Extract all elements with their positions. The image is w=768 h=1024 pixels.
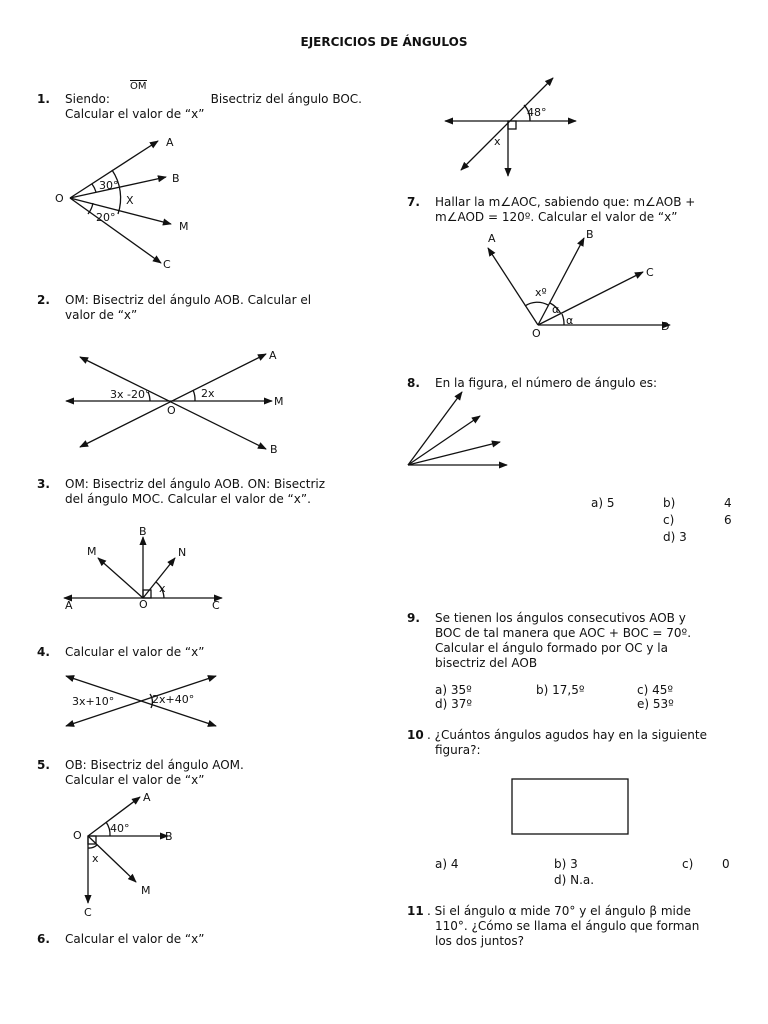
label-c: C: [84, 906, 92, 919]
angle-left-label: 3x -20°: [110, 388, 151, 401]
problem-10-option-a: a) 4: [435, 857, 459, 871]
label-a: A: [166, 136, 174, 149]
problem-10-line2: figura?:: [435, 743, 481, 757]
problem-9-option-e: e) 53º: [637, 697, 674, 711]
line-diagonal: [461, 78, 553, 170]
ray-2: [408, 416, 480, 465]
problem-10-option-d: d) N.a.: [554, 873, 595, 887]
label-d: D: [661, 320, 670, 333]
rectangle-figure: [512, 779, 628, 834]
problem-10-option-c: c): [682, 857, 694, 871]
label-o: O: [167, 404, 176, 417]
problem-10-option-b: b) 3: [554, 857, 578, 871]
problem-11-line3: los dos juntos?: [435, 934, 524, 948]
label-a: A: [269, 349, 277, 362]
problem-8-option-b-value: 4: [724, 496, 732, 510]
label-o: O: [73, 829, 82, 842]
label-b: B: [270, 443, 278, 456]
problem-9-option-b: b) 17,5º: [536, 683, 585, 697]
problem-8-option-a: a) 5: [591, 496, 615, 510]
problem-7-line2: m∠AOD = 120º. Calcular el valor de “x”: [435, 210, 678, 224]
problem-2-line1: OM: Bisectriz del ángulo AOB. Calcular el: [65, 293, 312, 307]
page-title: EJERCICIOS DE ÁNGULOS: [300, 35, 468, 49]
problem-9-line3: Calcular el ángulo formado por OC y la: [435, 641, 668, 655]
angle-20-label: 20°: [96, 211, 116, 224]
figure-8: [408, 392, 507, 465]
problem-10-option-c-value: 0: [722, 857, 730, 871]
problem-5-line1: OB: Bisectriz del ángulo AOM.: [65, 758, 244, 772]
label-m: M: [87, 545, 97, 558]
angle-40-label: 40°: [110, 822, 130, 835]
figure-2: [66, 354, 272, 449]
problem-8-option-c: c): [663, 513, 675, 527]
label-o: O: [532, 327, 541, 340]
arc-30: [92, 184, 96, 192]
problem-10-text: [427, 728, 732, 758]
label-a: A: [65, 599, 73, 612]
label-b: B: [586, 228, 594, 241]
problem-9-line4: bisectriz del AOB: [435, 656, 538, 670]
arc-x: [88, 845, 97, 848]
problem-2-number: 2.: [37, 293, 50, 307]
problem-9-text: [435, 611, 732, 671]
arc-alpha-2: [562, 314, 564, 325]
angle-48-label: 48°: [527, 106, 547, 119]
angle-right-label: 2x: [201, 387, 215, 400]
problem-3-line2: del ángulo MOC. Calcular el valor de “x”.: [65, 492, 311, 506]
ray-oa: [488, 248, 538, 325]
ray-om: [98, 558, 143, 598]
problem-1-bisectriz: Bisectriz del ángulo BOC.: [210, 92, 362, 106]
problem-8-number: 8.: [407, 376, 420, 390]
angle-30-label: 30°: [99, 179, 119, 192]
angle-right-label: 2x+40°: [152, 693, 195, 706]
label-b: B: [172, 172, 180, 185]
problem-9-option-c: c) 45º: [637, 683, 674, 697]
angle-x-label: x: [494, 135, 501, 148]
problem-8-option-c-value: 6: [724, 513, 732, 527]
label-b: B: [165, 830, 173, 843]
figure-1: [70, 141, 171, 263]
problem-11-line2: 110°. ¿Cómo se llama el ángulo que forman: [435, 919, 700, 933]
alpha-label-1: α: [552, 303, 560, 316]
problem-1-siendo: Siendo:: [65, 92, 110, 106]
problem-9-number: 9.: [407, 611, 420, 625]
arc-x: [112, 170, 121, 214]
label-o: O: [139, 598, 148, 611]
problem-8-option-d: d) 3: [663, 530, 687, 544]
label-b: B: [139, 525, 147, 538]
angle-x-label: x: [92, 852, 99, 865]
alpha-label-2: α: [566, 314, 574, 327]
problem-5-text: [65, 758, 244, 788]
problem-1-text: [65, 81, 362, 122]
problem-7-text: [435, 195, 732, 225]
problem-3-text: [65, 477, 362, 507]
problem-6-number: 6.: [37, 932, 50, 946]
problem-7-line1: Hallar la m∠AOC, sabiendo que: m∠AOB +: [435, 195, 696, 209]
label-a: A: [143, 791, 151, 804]
problem-5-line2: Calcular el valor de “x”: [65, 773, 205, 787]
ray-oc: [70, 198, 161, 263]
problem-11-number: 11: [407, 904, 424, 918]
figure-6: [445, 78, 576, 176]
problem-9-line1: Se tienen los ángulos consecutivos AOB y: [435, 611, 686, 625]
problem-1-number: 1.: [37, 92, 50, 106]
problem-10-line1: . ¿Cuántos ángulos agudos hay en la siguiente: [427, 728, 707, 742]
arc-x: [525, 302, 548, 306]
ray-oc: [538, 272, 643, 325]
problem-4-text: Calcular el valor de “x”: [65, 645, 205, 659]
problem-9-option-d: d) 37º: [435, 697, 473, 711]
problem-3-number: 3.: [37, 477, 50, 491]
problem-9-option-a: a) 35º: [435, 683, 472, 697]
problem-2-text: [65, 293, 362, 323]
problem-4-number: 4.: [37, 645, 50, 659]
angle-left-label: 3x+10°: [72, 695, 115, 708]
label-a: A: [488, 232, 496, 245]
label-c: C: [163, 258, 171, 271]
overline-om: OM: [130, 81, 147, 92]
label-o: O: [55, 192, 64, 205]
arc-right: [193, 390, 195, 401]
problem-8-text: En la figura, el número de ángulo es:: [435, 376, 658, 390]
problem-11-line1: . Si el ángulo α mide 70° y el ángulo β mide: [427, 904, 691, 918]
problem-5-number: 5.: [37, 758, 50, 772]
ray-ob: [538, 238, 584, 325]
problem-7-number: 7.: [407, 195, 420, 209]
label-m: M: [179, 220, 189, 233]
problem-3-line1: OM: Bisectriz del ángulo AOB. ON: Bisectriz: [65, 477, 326, 491]
problem-1-line2: Calcular el valor de “x”: [65, 107, 205, 121]
problem-9-line2: BOC de tal manera que AOC + BOC = 70º.: [435, 626, 692, 640]
problem-8-option-b: b): [663, 496, 676, 510]
problem-10-number: 10: [407, 728, 424, 742]
problem-2-line2: valor de “x”: [65, 308, 138, 322]
problem-6-text: Calcular el valor de “x”: [65, 932, 205, 946]
angle-x-label: xº: [535, 286, 547, 299]
figure-7: [488, 238, 670, 325]
label-m: M: [141, 884, 151, 897]
line-ob: [80, 357, 266, 449]
label-c: C: [646, 266, 654, 279]
label-c: C: [212, 599, 220, 612]
label-m: M: [274, 395, 284, 408]
angle-x-label: x: [159, 582, 166, 595]
problem-11-text: [427, 904, 732, 949]
figure-5: [88, 797, 168, 903]
angle-x-label: X: [126, 194, 134, 207]
label-n: N: [178, 546, 187, 559]
